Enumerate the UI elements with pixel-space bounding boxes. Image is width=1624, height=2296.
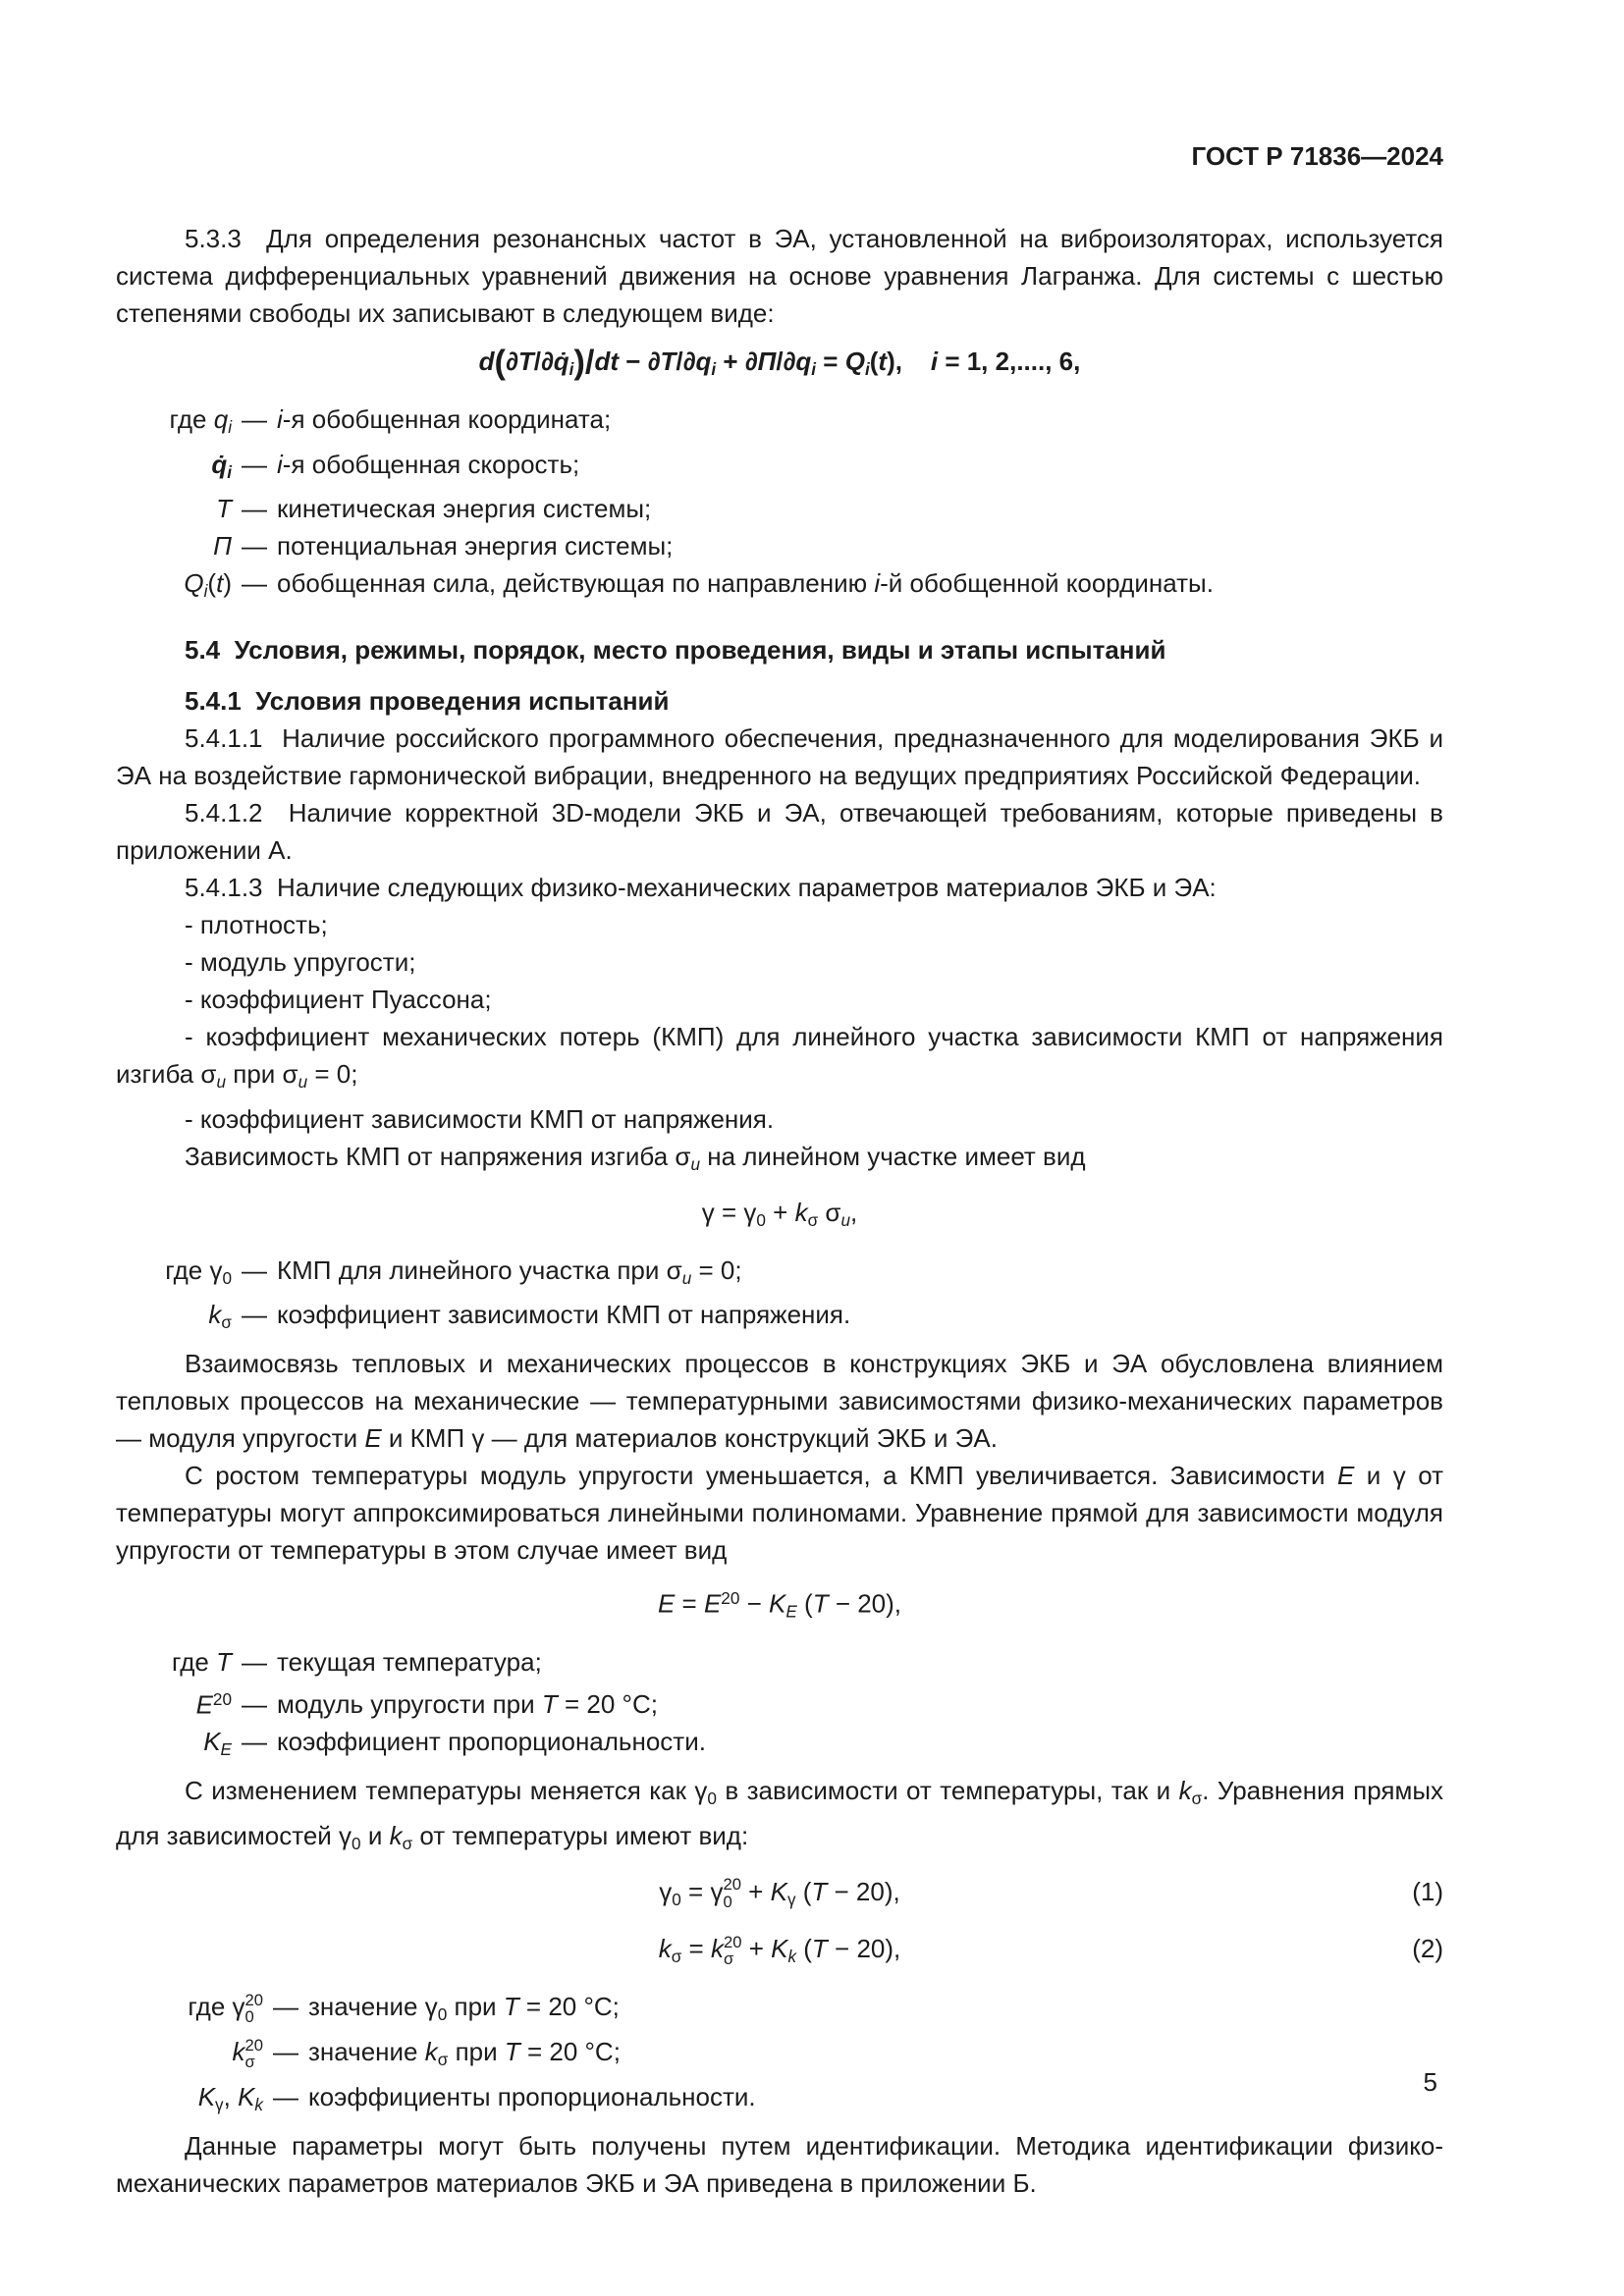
def-dash: — xyxy=(242,1727,267,1757)
para-5-4-1-2: 5.4.1.2 Наличие корректной 3D-модели ЭКБ и ЭА, отвечающей требованиям, которые приведены в приложении А. xyxy=(116,798,1443,866)
def-row-Kgamma-Kk xyxy=(116,2078,1443,2123)
def-term: П xyxy=(213,531,232,561)
def-term: k 20 σ xyxy=(232,2035,263,2072)
para-kmp-dependence: Зависимость КМП от напряжения изгиба $\sigma_u$ на линейном участке имеет вид xyxy=(185,1141,1086,1174)
bullet-kmp-linear: - коэффициент механических потерь (КМП) для линейного участка зависимости КМП от напряжения изгиба $\sigma_u$ при $\sigma_u = 0$; xyxy=(116,1022,1443,1092)
heading-5-4: 5.4 Условия, режимы, порядок, место проведения, виды и этапы испытаний xyxy=(185,635,1166,666)
def-desc: текущая температура; xyxy=(277,1646,542,1677)
deflist-gamma-symbols xyxy=(116,1252,1443,1342)
heading-5-4-1: 5.4.1 Условия проведения испытаний xyxy=(185,686,670,717)
def-desc: потенциальная энергия системы; xyxy=(277,531,674,561)
def-desc: коэффициенты пропорциональности. xyxy=(308,2081,756,2111)
formula-eq1 xyxy=(116,1873,1443,1918)
def-term: где $\gamma_0$ xyxy=(165,1255,232,1288)
equation-number-2: (2) xyxy=(1412,1934,1443,1964)
document-code-header: ГОСТ Р 71836—2024 xyxy=(1191,141,1443,171)
def-desc: коэффициент пропорциональности. xyxy=(277,1727,706,1757)
def-dash: — xyxy=(273,1992,298,2022)
def-desc: кинетическая энергия системы; xyxy=(277,494,652,524)
def-dash: — xyxy=(273,2081,298,2111)
para-5-3-3: 5.3.3 Для определения резонансных частот в ЭА, установленной на виброизоляторах, используется система дифференциальных уравнений движения на основе уравнения Лагранжа. Для системы с шестью степенями свободы их записывают в следующем виде: xyxy=(116,224,1443,328)
def-dash: — xyxy=(242,1689,267,1720)
def-dash: — xyxy=(242,1300,267,1330)
def-desc: КМП для линейного участка при $\sigma_u = 0$; xyxy=(277,1255,742,1288)
def-desc: обобщенная сила, действующая по направлению i-й обобщенной координаты. xyxy=(277,568,1214,599)
bullet-poisson: - коэффициент Пуассона; xyxy=(185,985,492,1015)
def-term: $E^{20}$ xyxy=(195,1688,232,1720)
def-dash: — xyxy=(242,403,267,434)
def-term: где γ 20 0 xyxy=(188,1990,263,2027)
def-row-KE xyxy=(116,1723,1443,1768)
para-5-4-1-3: 5.4.1.3 Наличие следующих физико-механических параметров материалов ЭКБ и ЭА: xyxy=(185,873,1217,903)
para-temperature-change: С изменением температуры меняется как $\gamma_0$ в зависимости от температуры, так и $k_\sigma$. Уравнения прямых для зависимостей $\gamma_0$ и $k_\sigma$ от температуры имеют вид: xyxy=(116,1775,1444,1853)
def-row-gamma0-20 xyxy=(116,1988,1443,2033)
def-dash: — xyxy=(242,449,267,479)
def-row-ksigma xyxy=(116,1296,1443,1341)
def-row-T-current xyxy=(116,1643,1443,1681)
def-term: где T xyxy=(171,1646,232,1677)
def-row-ksigma-20 xyxy=(116,2033,1443,2078)
def-row-P xyxy=(116,527,1443,564)
deflist-temp-symbols xyxy=(116,1988,1443,2122)
def-term: T xyxy=(216,494,232,524)
def-row-Qt xyxy=(116,564,1443,610)
deflist-lagrange-symbols xyxy=(116,400,1443,610)
para-temperature-growth: С ростом температуры модуль упругости уменьшается, а КМП увеличивается. Зависимости E и γ от температуры могут аппроксимироваться линейными полиномами. Уравнение прямой для зависимости модуля упругости от температуры в этом случае имеет вид xyxy=(116,1461,1443,1566)
def-row-gamma0 xyxy=(116,1252,1443,1297)
def-desc: значение $\gamma_0$ при T = 20 °С; xyxy=(308,1992,620,2024)
deflist-elastic-symbols xyxy=(116,1643,1443,1768)
formula-lagrange: $d(\partial T/\partial q̇_i)/dt - \partial T/\partial q_i + \partial П/\partial q_i = Q_i(t)$, i = 1, 2,...., 6, xyxy=(478,344,1081,382)
def-dash: — xyxy=(242,1646,267,1677)
formula-eq1-body: $\gamma_0 = \gamma$ 20 0 + $K_\gamma$ (T − 20), xyxy=(659,1875,900,1911)
formula-elastic-modulus: $E = E^{20} - K_E$ (T − 20), xyxy=(657,1588,902,1622)
def-row-T xyxy=(116,490,1443,527)
bullet-kmp-stress: - коэффициент зависимости КМП от напряжения. xyxy=(185,1103,775,1134)
page-number: 5 xyxy=(1423,2067,1437,2097)
def-term: $k_\sigma$ xyxy=(208,1300,232,1333)
formula-gamma: $\gamma = \gamma_0 + k_\sigma$ $\sigma_u$, xyxy=(701,1197,858,1230)
def-term: $q̇_i$ xyxy=(211,449,232,482)
bullet-elastic-modulus: - модуль упругости; xyxy=(185,947,416,978)
equation-number-1: (1) xyxy=(1412,1876,1443,1906)
def-row-qdot xyxy=(116,446,1443,491)
def-desc: коэффициент зависимости КМП от напряжения. xyxy=(277,1300,851,1330)
formula-eq2-body: $k_\sigma = k$ 20 σ + $K_k$ (T − 20), xyxy=(658,1932,901,1969)
def-row-E20 xyxy=(116,1681,1443,1724)
def-term: $Q_i(t)$ xyxy=(184,568,232,602)
bullet-density: - плотность; xyxy=(185,910,328,940)
def-dash: — xyxy=(242,568,267,599)
def-desc: значение $k_\sigma$ при T = 20 °С; xyxy=(308,2036,621,2069)
def-dash: — xyxy=(273,2036,298,2066)
def-row-qi xyxy=(116,400,1443,446)
def-dash: — xyxy=(242,531,267,561)
def-desc: i-я обобщенная координата; xyxy=(277,403,612,434)
def-dash: — xyxy=(242,494,267,524)
para-thermal-mechanical: Взаимосвязь тепловых и механических процессов в конструкциях ЭКБ и ЭА обусловлена влиянием тепловых процессов на механические — температурными зависимостями физико-механических параметров — модуля упругости E и КМП γ — для материалов конструкций ЭКБ и ЭА. xyxy=(116,1349,1443,1454)
def-desc: модуль упругости при T = 20 °С; xyxy=(277,1689,658,1720)
para-identification: Данные параметры могут быть получены путем идентификации. Методика идентификации физико-механических параметров материалов ЭКБ и ЭА приведена в приложении Б. xyxy=(116,2130,1443,2198)
def-term: где $q_i$ xyxy=(169,403,232,437)
formula-eq2 xyxy=(116,1930,1443,1975)
def-term: $K_\gamma$, $K_k$ xyxy=(197,2081,263,2114)
def-desc: i-я обобщенная скорость; xyxy=(277,449,580,479)
para-5-4-1-1: 5.4.1.1 Наличие российского программного обеспечения, предназначенного для моделирования ЭКБ и ЭА на воздействие гармонической вибрации, внедренного на ведущих предприятиях Российской Федерации. xyxy=(116,723,1443,791)
def-term: $K_E$ xyxy=(203,1727,232,1759)
def-dash: — xyxy=(242,1255,267,1285)
